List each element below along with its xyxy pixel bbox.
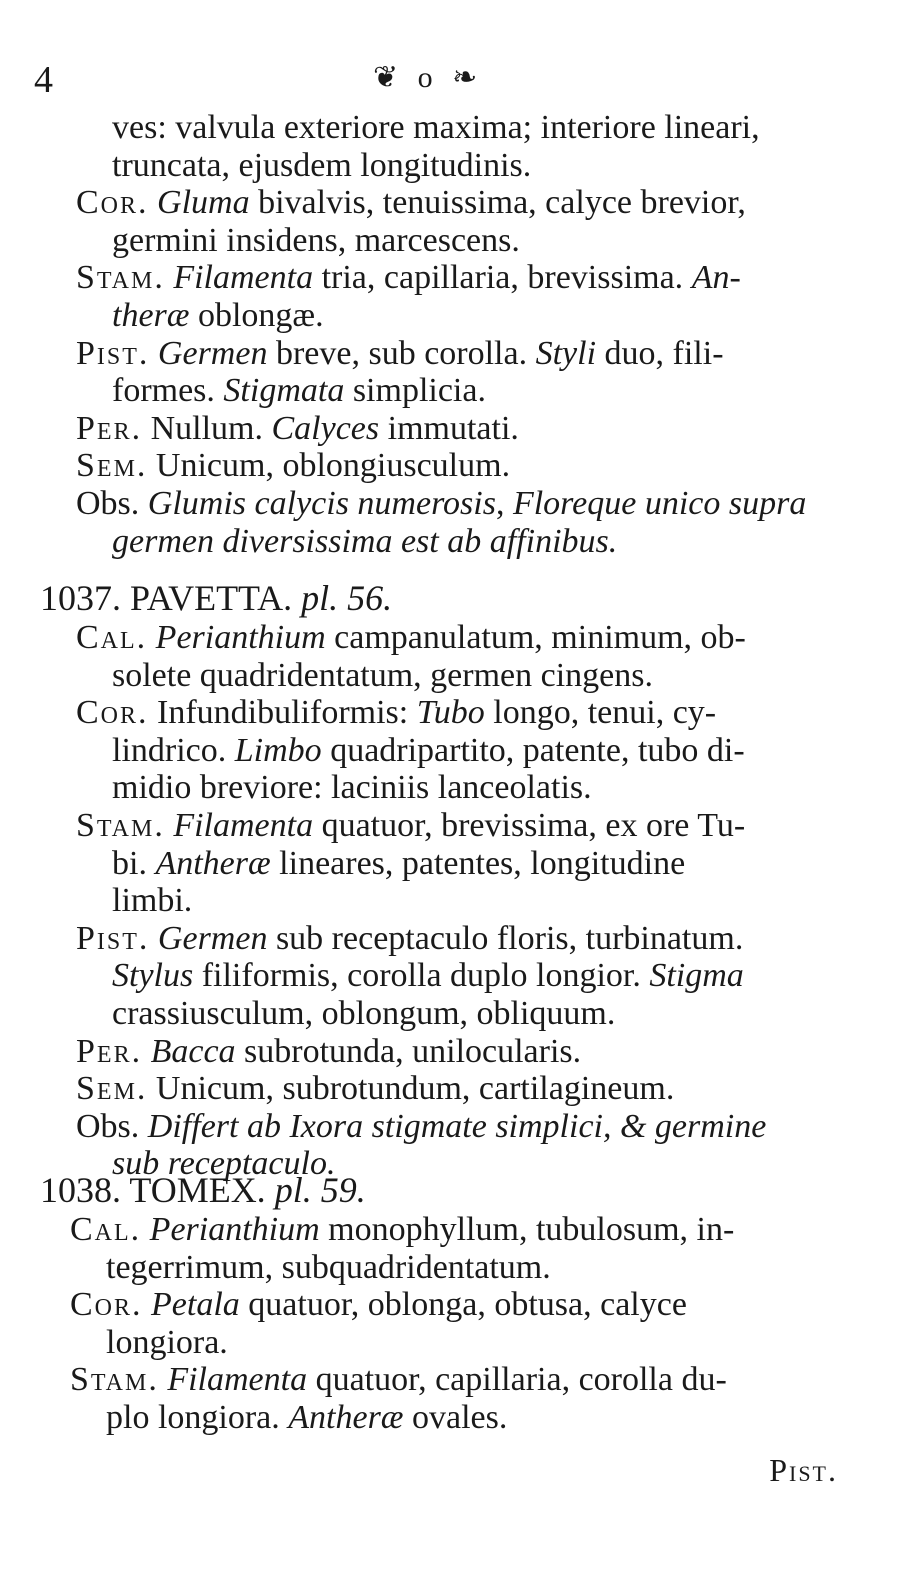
text-line: Cor. Gluma bivalvis, tenuissima, calyce brevior,	[76, 184, 746, 222]
text-line: Obs. Differt ab Ixora stigmate simplici, & germine	[76, 1107, 767, 1145]
text-line: lindrico. Limbo quadripartito, patente, tubo di-	[112, 731, 745, 769]
text-line: solete quadridentatum, germen cingens.	[112, 656, 653, 694]
catchword: Pist.	[769, 1452, 838, 1488]
running-header	[0, 52, 910, 102]
text-line: Cal. Perianthium monophyllum, tubulosum, in-	[70, 1211, 735, 1248]
text-line: Cor. Infundibuliformis: Tubo longo, tenui, cy-	[76, 694, 717, 732]
genus-heading: 1038. TOMEX. pl. 59.	[40, 1170, 366, 1210]
text-line: sub receptaculo.	[112, 1145, 336, 1183]
header-ornament: ❦ o ❧	[373, 61, 484, 94]
text-line: Cor. Petala quatuor, oblonga, obtusa, calyce	[70, 1286, 687, 1324]
text-line: plo longiora. Antheræ ovales.	[106, 1399, 508, 1436]
text-line: Per. Bacca subrotunda, unilocularis.	[76, 1032, 582, 1070]
text-line: midio breviore: laciniis lanceolatis.	[112, 769, 592, 807]
text-line: Stam. Filamenta quatuor, brevissima, ex ore Tu-	[76, 807, 746, 844]
text-line: Obs. Glumis calycis numerosis, Floreque unico supra	[76, 485, 807, 522]
genus-heading: 1037. PAVETTA. pl. 56.	[40, 578, 393, 618]
text-line: crassiusculum, oblongum, obliquum.	[112, 995, 616, 1032]
text-line: Sem. Unicum, subrotundum, cartilagineum.	[76, 1070, 675, 1108]
text-line: truncata, ejusdem longitudinis.	[112, 146, 532, 184]
text-line: longiora.	[106, 1323, 228, 1361]
text-line: formes. Stigmata simplicia.	[112, 372, 486, 410]
text-line: theræ oblongæ.	[112, 297, 324, 334]
text-line: Cal. Perianthium campanulatum, minimum, ob-	[76, 619, 746, 656]
text-line: Pist. Germen sub receptaculo floris, turbinatum.	[76, 919, 744, 957]
page-number: 4	[34, 59, 53, 101]
text-line: tegerrimum, subquadridentatum.	[106, 1248, 551, 1286]
text-line: Per. Nullum. Calyces immutati.	[76, 409, 519, 447]
text-line: Stam. Filamenta quatuor, capillaria, corolla du-	[70, 1361, 727, 1399]
text-line: Stylus filiformis, corolla duplo longior. Stigma	[112, 957, 744, 995]
text-line: germini insidens, marcescens.	[112, 221, 520, 259]
text-line: ves: valvula exteriore maxima; interiore lineari,	[112, 109, 760, 146]
text-line: bi. Antheræ lineares, patentes, longitudine	[112, 844, 686, 882]
text-line: Stam. Filamenta tria, capillaria, brevissima. An-	[76, 259, 741, 297]
text-line: Sem. Unicum, oblongiusculum.	[76, 447, 511, 485]
text-line: limbi.	[112, 882, 193, 920]
text-line: germen diversissima est ab affinibus.	[112, 522, 618, 560]
text-line: Pist. Germen breve, sub corolla. Styli duo, fili-	[76, 334, 724, 372]
